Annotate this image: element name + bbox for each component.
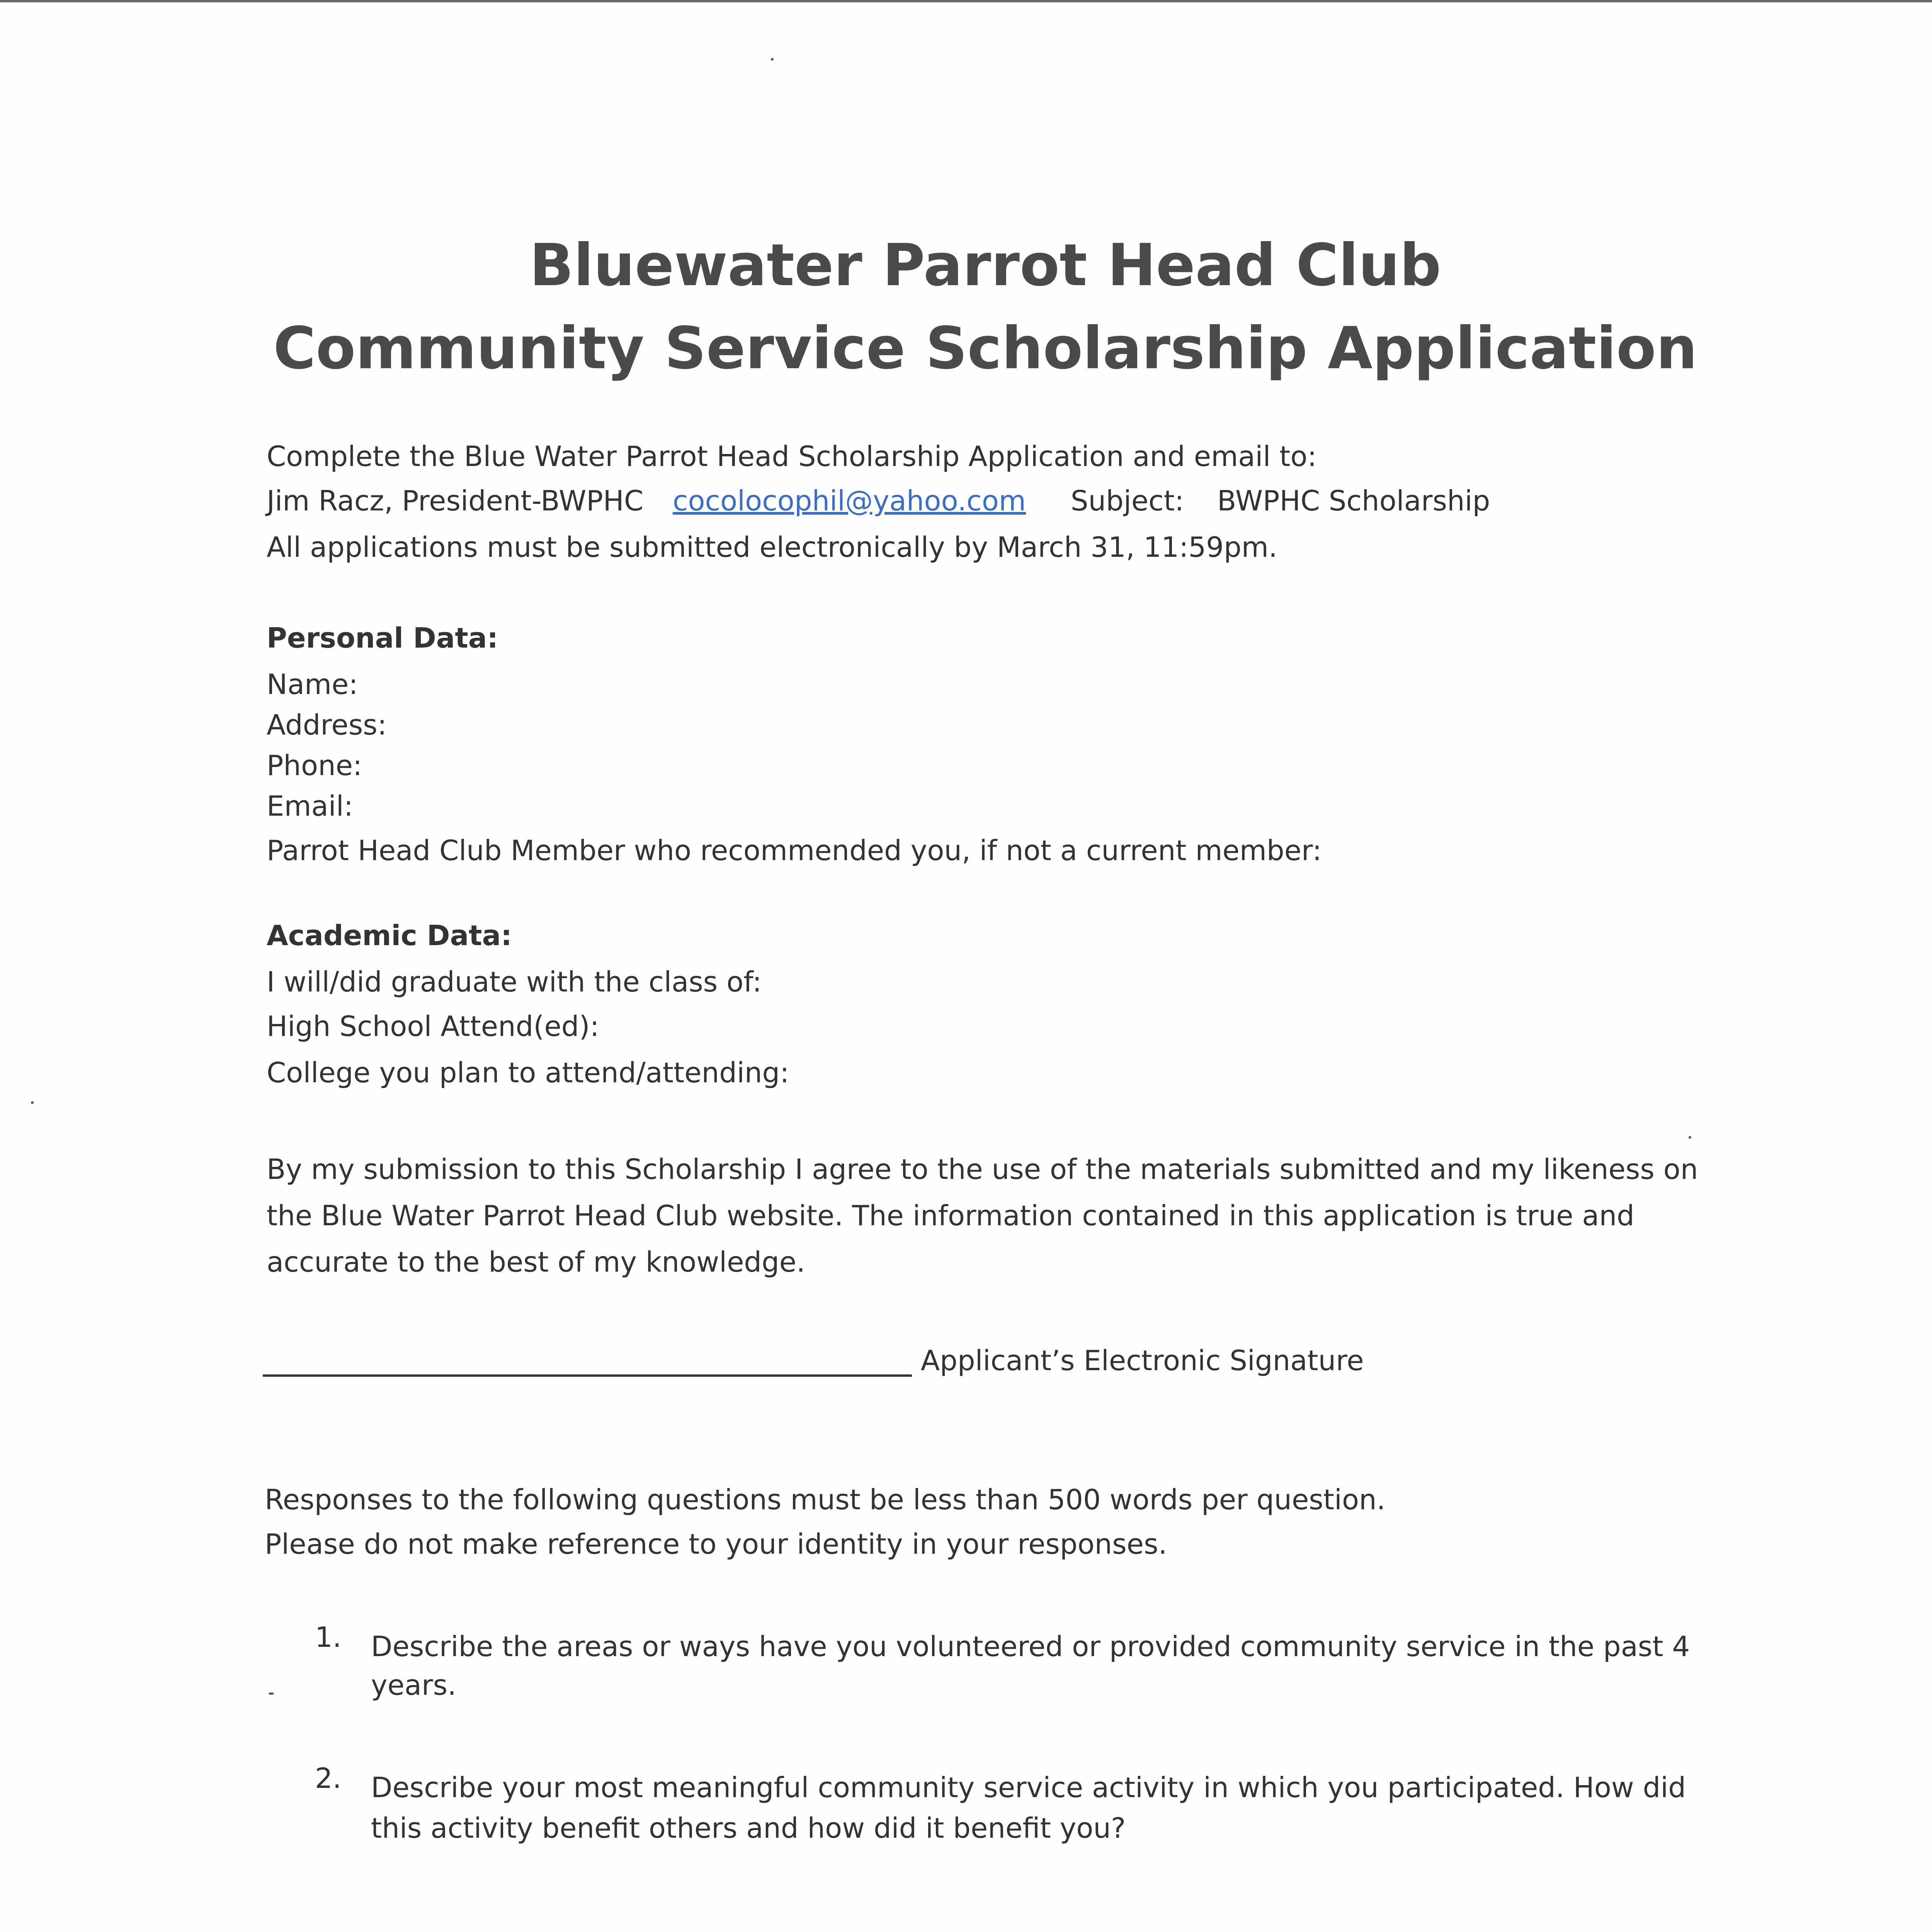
- scan-speck: [31, 1101, 34, 1104]
- signature-label: Applicant’s Electronic Signature: [920, 1344, 1364, 1377]
- question-number: 1.: [315, 1621, 342, 1653]
- document-subtitle: Community Service Scholarship Application: [273, 315, 1697, 382]
- instructions-line-1: Responses to the following questions must be less than 500 words per question.: [265, 1483, 1386, 1516]
- scan-speck: [1689, 1136, 1691, 1139]
- phone-label: Phone:: [267, 749, 362, 782]
- email-label: Email:: [267, 790, 354, 822]
- address-label: Address:: [267, 709, 387, 741]
- subject-value: BWPHC Scholarship: [1217, 485, 1490, 517]
- contact-email-link[interactable]: cocolocophil@yahoo.com: [672, 485, 1026, 517]
- signature-row: [263, 1345, 1364, 1377]
- academic-data-heading: Academic Data:: [267, 919, 512, 952]
- signature-line[interactable]: [263, 1350, 912, 1377]
- agreement-line-2: the Blue Water Parrot Head Club website. The information contained in this application is true and: [267, 1199, 1634, 1232]
- name-label: Name:: [267, 668, 358, 701]
- college-label: College you plan to attend/attending:: [267, 1056, 789, 1089]
- question-text-line-2: this activity benefit others and how did it benefit you?: [371, 1812, 1126, 1844]
- scan-edge-top: [0, 0, 1932, 2]
- subject-label: Subject:: [1070, 485, 1184, 517]
- question-text-line-2: years.: [371, 1669, 457, 1701]
- question-text-line-1: Describe the areas or ways have you volunteered or provided community service in the past 4: [371, 1630, 1690, 1663]
- deadline-text: All applications must be submitted electronically by March 31, 11:59pm.: [267, 531, 1277, 563]
- recommender-label: Parrot Head Club Member who recommended you, if not a current member:: [267, 834, 1322, 867]
- personal-data-heading: Personal Data:: [267, 622, 498, 654]
- question-text-line-1: Describe your most meaningful community service activity in which you participated. How did: [371, 1771, 1686, 1804]
- graduation-class-label: I will/did graduate with the class of:: [267, 966, 762, 998]
- contact-name: Jim Racz, President-BWPHC: [267, 485, 644, 517]
- agreement-line-1: By my submission to this Scholarship I agree to the use of the materials submitted and my likeness on: [267, 1153, 1698, 1185]
- contact-line: [267, 485, 1490, 517]
- instructions-line-2: Please do not make reference to your identity in your responses.: [265, 1528, 1167, 1560]
- agreement-line-3: accurate to the best of my knowledge.: [267, 1246, 805, 1278]
- high-school-label: High School Attend(ed):: [267, 1010, 599, 1043]
- scan-speck: [269, 1692, 274, 1695]
- intro-instruction: Complete the Blue Water Parrot Head Scholarship Application and email to:: [267, 440, 1317, 473]
- scan-speck: [771, 58, 774, 61]
- document-title: Bluewater Parrot Head Club: [529, 232, 1441, 299]
- question-number: 2.: [315, 1762, 342, 1794]
